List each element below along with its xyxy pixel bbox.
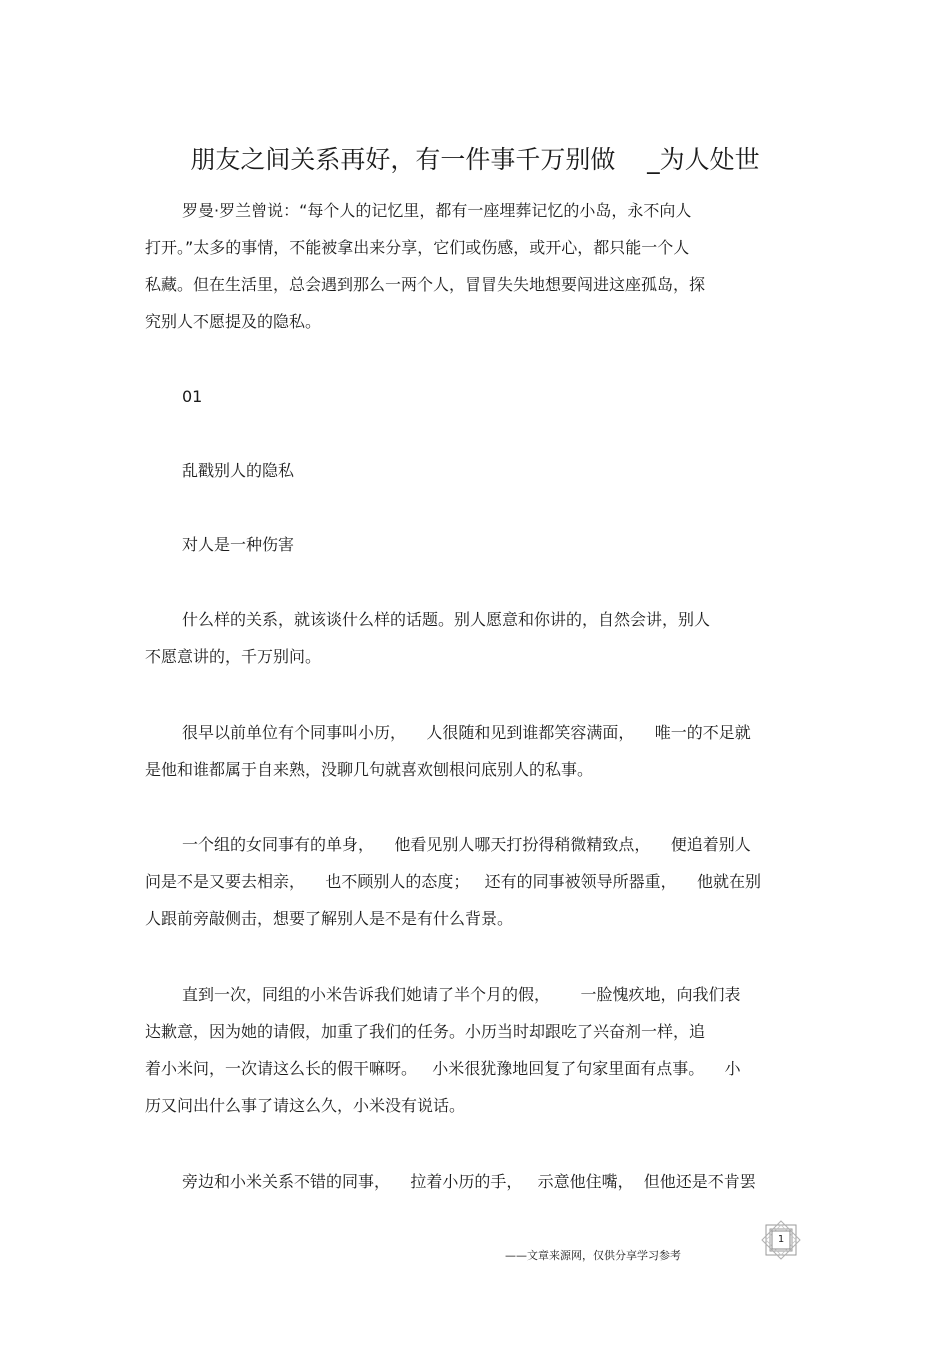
paragraph-line: 直到一次，同组的小米告诉我们她请了半个月的假， 一脸愧疚地，向我们表 [182, 985, 741, 1004]
page-number: 1 [777, 1234, 785, 1245]
paragraph-line: 着小米问，一次请这么长的假干嘛呀。 小米很犹豫地回复了句家里面有点事。 小 [145, 1059, 741, 1078]
paragraph-line: 不愿意讲的，千万别问。 [145, 647, 322, 666]
paragraph-line: 很早以前单位有个同事叫小历， 人很随和见到谁都笑容满面， 唯一的不足就 [182, 723, 751, 742]
paragraph-line: 问是不是又要去相亲， 也不顾别人的态度； 还有的同事被领导所器重， 他就在别 [145, 872, 761, 891]
paragraph-line: 旁边和小米关系不错的同事， 拉着小历的手， 示意他住嘴， 但他还是不肯罢 [182, 1172, 756, 1191]
paragraph-line: 打开。”太多的事情，不能被拿出来分享，它们或伤感，或开心，都只能一个人 [145, 238, 690, 257]
paragraph-line: 人跟前旁敲侧击，想要了解别人是不是有什么背景。 [145, 909, 514, 928]
paragraph-line: 究别人不愿提及的隐私。 [145, 312, 322, 331]
section-heading: 乱戳别人的隐私 [182, 461, 295, 480]
paragraph-line: 罗曼·罗兰曾说：“每个人的记忆里，都有一座埋葬记忆的小岛，永不向人 [182, 201, 692, 220]
section-number: 01 [182, 387, 203, 406]
paragraph-line: 什么样的关系，就该谈什么样的话题。别人愿意和你讲的，自然会讲，别人 [182, 610, 711, 629]
paragraph-line: 历又问出什么事了请这么久，小米没有说话。 [145, 1096, 466, 1115]
paragraph-line: 一个组的女同事有的单身， 他看见别人哪天打扮得稍微精致点， 便追着别人 [182, 835, 751, 854]
paragraph-line: 私藏。但在生活里，总会遇到那么一两个人，冒冒失失地想要闯进这座孤岛，探 [145, 275, 706, 294]
paragraph-line: 是他和谁都属于自来熟，没聊几句就喜欢刨根问底别人的私事。 [145, 760, 594, 779]
paragraph-line: 达歉意，因为她的请假，加重了我们的任务。小历当时却跟吃了兴奋剂一样，追 [145, 1022, 706, 1041]
footer-source-note: ——文章来源网，仅供分享学习参考 [505, 1249, 681, 1262]
page-number-badge [757, 1220, 805, 1260]
page-title: 朋友之间关系再好，有一件事千万别做 _为人处世 [190, 145, 760, 174]
section-subheading: 对人是一种伤害 [182, 535, 295, 554]
